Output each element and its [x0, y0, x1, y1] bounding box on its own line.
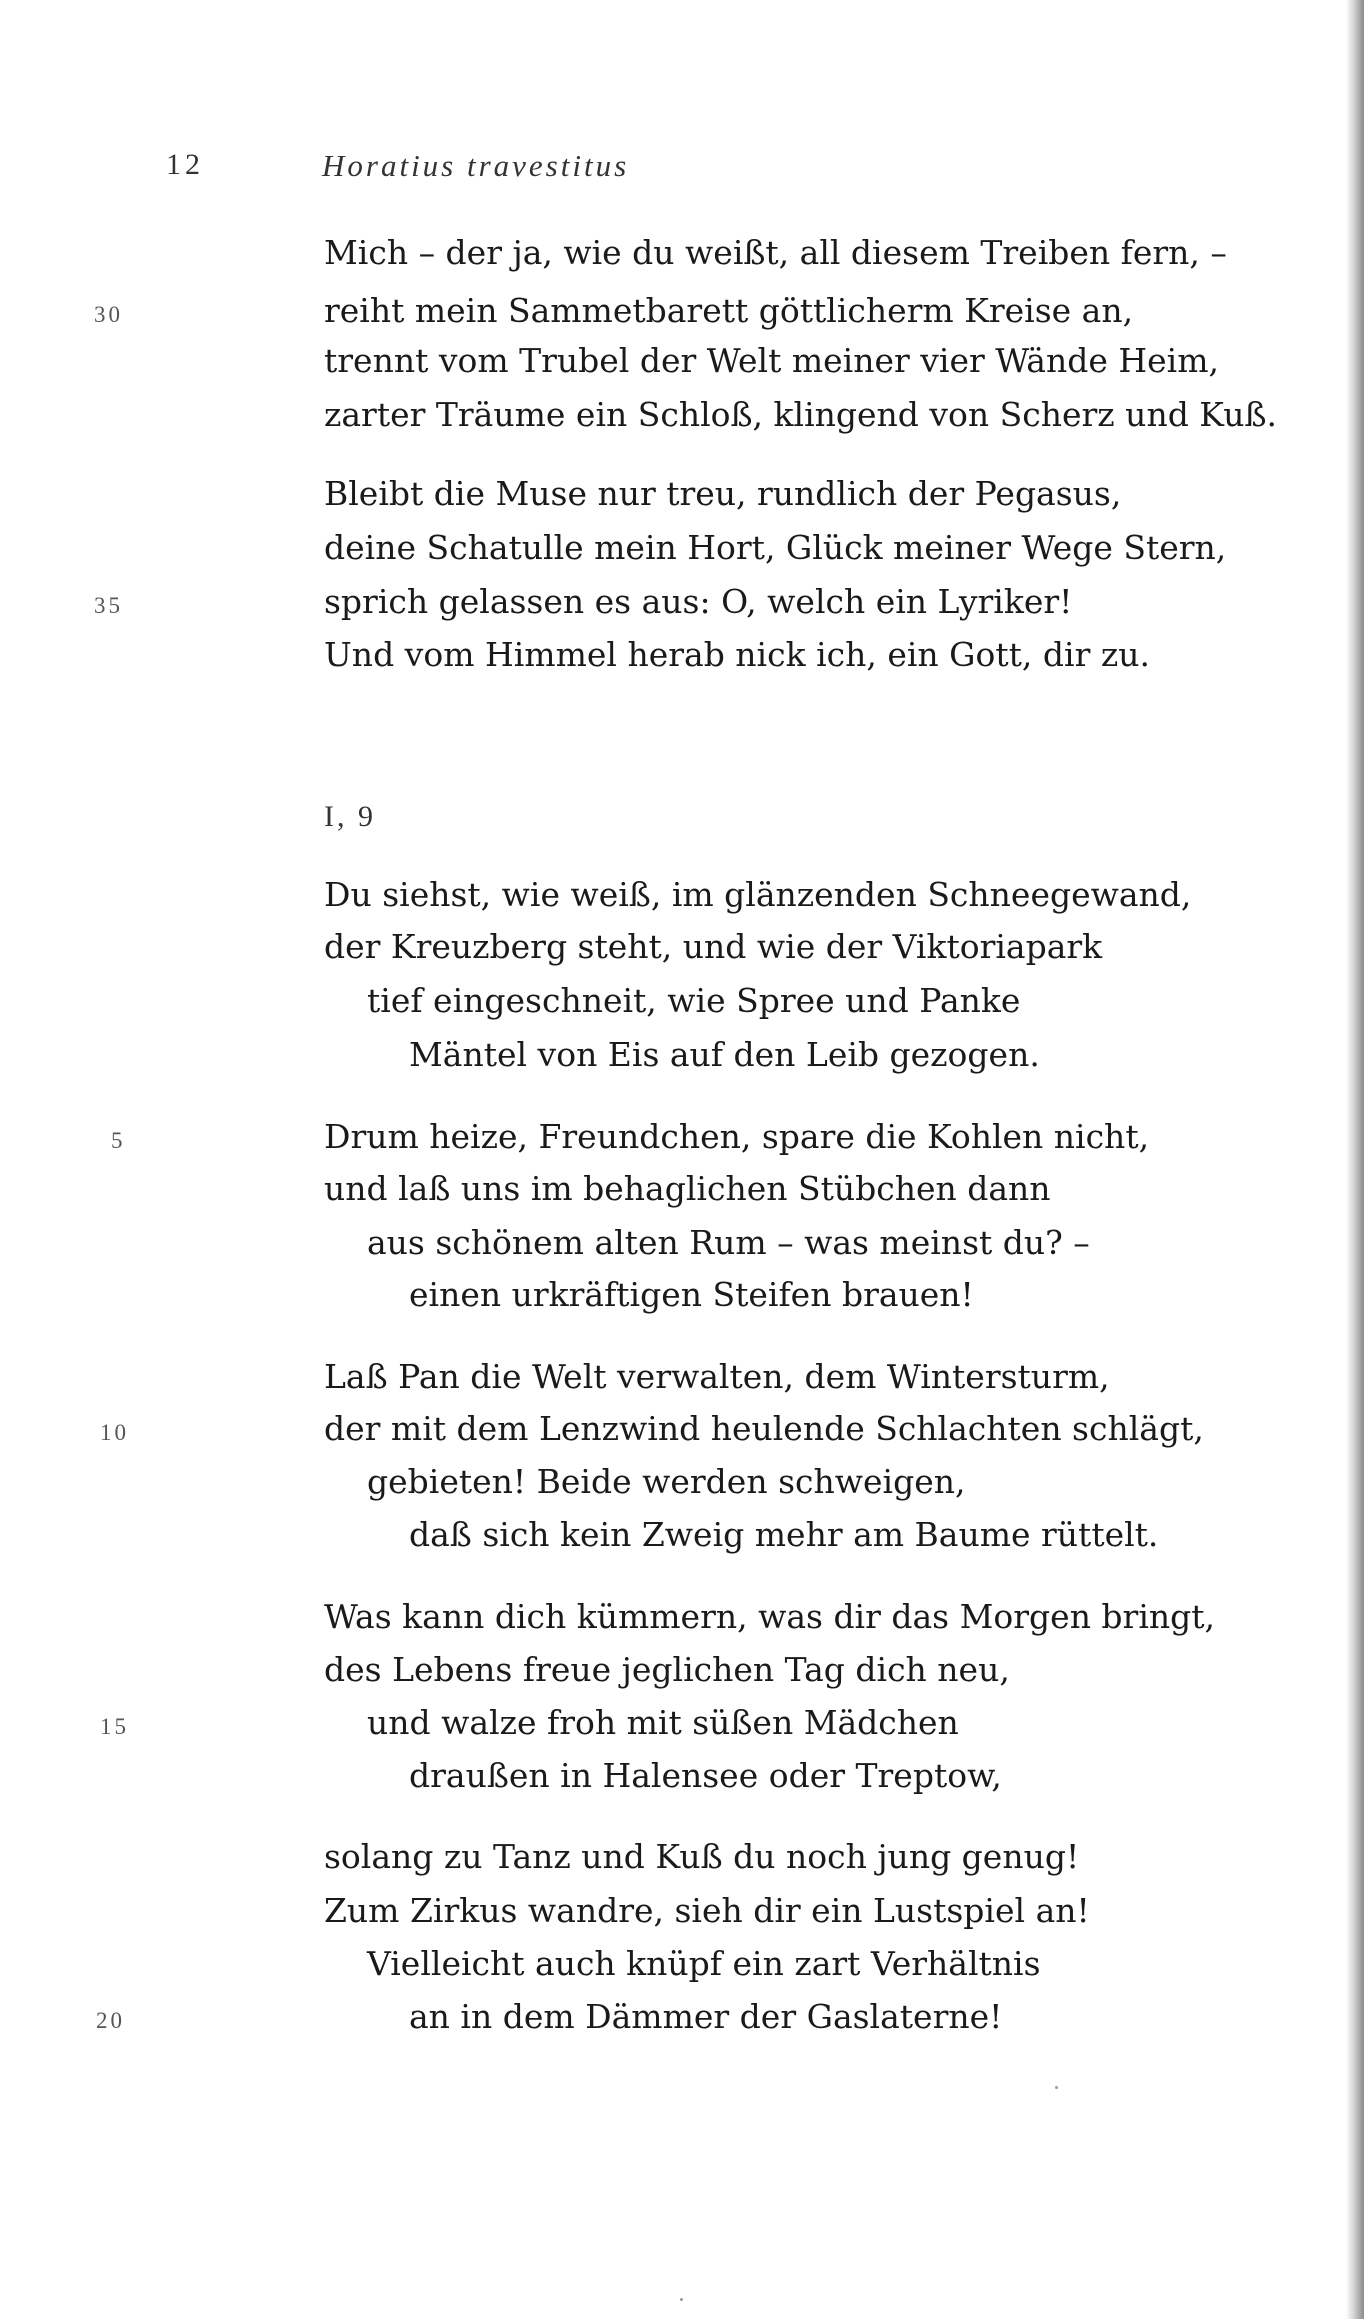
page-header [0, 148, 1364, 188]
verse-line: solang zu Tanz und Kuß du noch jung genug! [324, 1837, 1080, 1876]
verse-line: und laß uns im behaglichen Stübchen dann [324, 1169, 1051, 1208]
line-number: 10 [100, 1420, 129, 1445]
verse-line: Mäntel von Eis auf den Leib gezogen. [409, 1035, 1040, 1074]
verse-line: aus schönem alten Rum – was meinst du? – [367, 1223, 1090, 1262]
verse-line: trennt vom Trubel der Welt meiner vier Wände Heim, [324, 341, 1220, 380]
verse-line: tief eingeschneit, wie Spree und Panke [367, 981, 1021, 1020]
verse-line: Zum Zirkus wandre, sieh dir ein Lustspiel an! [324, 1891, 1090, 1930]
verse-line: des Lebens freue jeglichen Tag dich neu, [324, 1650, 1010, 1689]
verse-line: Mich – der ja, wie du weißt, all diesem Treiben fern, – [324, 233, 1227, 272]
line-number: 15 [100, 1714, 129, 1739]
verse-line: Vielleicht auch knüpf ein zart Verhältnis [367, 1944, 1041, 1983]
verse-line: draußen in Halensee oder Treptow, [409, 1756, 1002, 1795]
verse-line: einen urkräftigen Steifen brauen! [409, 1275, 974, 1314]
verse-line: deine Schatulle mein Hort, Glück meiner Wege Stern, [324, 528, 1227, 567]
verse-line: Laß Pan die Welt verwalten, dem Wintersturm, [324, 1357, 1110, 1396]
verse-line: Was kann dich kümmern, was dir das Morgen bringt, [324, 1597, 1216, 1636]
poem-number: I, 9 [324, 800, 376, 833]
line-number: 5 [111, 1128, 126, 1153]
running-title: Horatius travestitus [322, 148, 630, 183]
verse-line: 15 und walze froh mit süßen Mädchen [0, 1696, 1364, 1750]
verse-line: 10 der mit dem Lenzwind heulende Schlachten schlägt, [0, 1402, 1364, 1456]
verse-line: 30 reiht mein Sammetbarett göttlicherm Kreise an, [0, 284, 1364, 338]
verse-line: zarter Träume ein Schloß, klingend von Scherz und Kuß. [324, 395, 1278, 434]
verse-line: 35 sprich gelassen es aus: O, welch ein Lyriker! [0, 575, 1364, 629]
paper-speck [680, 2298, 683, 2301]
verse-line: der Kreuzberg steht, und wie der Viktoriapark [324, 927, 1103, 966]
verse-line: 20 an in dem Dämmer der Gaslaterne! [0, 1990, 1364, 2044]
verse-line: Du siehst, wie weiß, im glänzenden Schneegewand, [324, 875, 1192, 914]
verse-line: 5 Drum heize, Freundchen, spare die Kohlen nicht, [0, 1110, 1364, 1164]
verse-line: gebieten! Beide werden schweigen, [367, 1462, 966, 1501]
verse-line: daß sich kein Zweig mehr am Baume rüttelt. [409, 1515, 1159, 1554]
paper-speck [1055, 2086, 1058, 2089]
page-number: 12 [166, 148, 204, 181]
line-number: 20 [96, 2008, 125, 2033]
line-number: 35 [94, 593, 123, 618]
line-number: 30 [94, 302, 123, 327]
verse-line: Bleibt die Muse nur treu, rundlich der Pegasus, [324, 474, 1122, 513]
verse-line: Und vom Himmel herab nick ich, ein Gott, dir zu. [324, 635, 1150, 674]
